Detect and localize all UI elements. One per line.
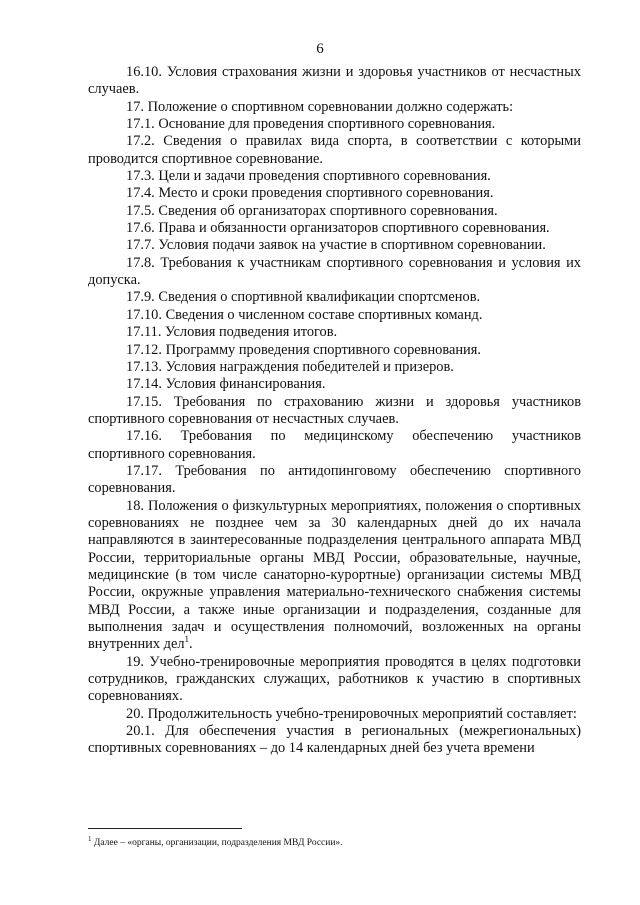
- paragraph: [88, 64, 581, 99]
- footnote-reference: 1: [184, 634, 190, 645]
- paragraph: [88, 203, 581, 220]
- paragraph-text: 17.15. Требования по страхованию жизни и здоровья участников спортивного соревнования от несчастных случаев.: [88, 393, 581, 427]
- paragraph-text: 17.10. Сведения о численном составе спортивных команд.: [126, 306, 483, 323]
- paragraph-text: 17.13. Условия награждения победителей и призеров.: [126, 358, 454, 375]
- paragraph-text: 17.12. Программу проведения спортивного соревнования.: [126, 341, 481, 358]
- paragraph-text: 17.16. Требования по медицинскому обеспечению участников спортивного соревнования.: [88, 428, 581, 462]
- paragraph-text: 18. Положения о физкультурных мероприятиях, положения о спортивных соревнованиях не позднее чем за 30 календарных дней до их начала направляются в заинтересованные подразделения центрального аппарата МВД России, территориальные органы МВД России, образовательные, научные, медицинские (в том числе санаторно-курортные) организации системы МВД России, окружные управления материально-технического снабжения системы МВД России, а также иные организации и подразделения, созданные для выполнения задач и осуществления полномочий, возложенных на органы внутренних дел: [88, 497, 581, 653]
- paragraph: [88, 99, 581, 116]
- paragraph: [88, 168, 581, 185]
- paragraph-text: 17.17. Требования по антидопинговому обеспечению спортивного соревнования.: [88, 462, 581, 497]
- paragraph-text: 17.5. Сведения об организаторах спортивного соревнования.: [126, 202, 498, 219]
- paragraph: [88, 307, 581, 324]
- footnote-separator: [88, 828, 242, 829]
- paragraph-text: 17.6. Права и обязанности организаторов спортивного соревнования.: [126, 220, 550, 237]
- paragraph: [88, 376, 581, 393]
- paragraph: [88, 116, 581, 133]
- paragraph-text: 17.3. Цели и задачи проведения спортивного соревнования.: [126, 168, 491, 185]
- page-number: 6: [316, 41, 324, 57]
- paragraph: [88, 289, 581, 306]
- paragraph-text: 17.11. Условия подведения итогов.: [126, 324, 338, 341]
- paragraph: [88, 255, 581, 290]
- paragraph-text: 17.9. Сведения о спортивной квалификации спортсменов.: [126, 289, 481, 306]
- paragraph: [88, 133, 581, 168]
- paragraph-text: 17.4. Место и сроки проведения спортивного соревнования.: [126, 185, 494, 202]
- paragraph: [88, 185, 581, 202]
- paragraph: [88, 654, 581, 706]
- paragraph: [88, 220, 581, 237]
- paragraph-text: 17.1. Основание для проведения спортивного соревнования.: [126, 116, 496, 133]
- paragraph: [88, 723, 581, 758]
- paragraph: [88, 342, 581, 359]
- footnote: [88, 834, 581, 849]
- paragraph-text: 17.8. Требования к участникам спортивного соревнования и условия их допуска.: [88, 254, 581, 289]
- paragraph-text: 20.1. Для обеспечения участия в региональных (межрегиональных) спортивных соревнованиях – до 14 календарных дней без учета времени: [88, 723, 581, 757]
- paragraph-text: 16.10. Условия страхования жизни и здоровья участников от несчастных случаев.: [88, 64, 581, 98]
- paragraph: [88, 498, 581, 654]
- paragraph-text: 17.2. Сведения о правилах вида спорта, в соответствии с которыми проводится спортивное соревнование.: [88, 133, 581, 167]
- paragraph: [88, 428, 581, 463]
- paragraph: [88, 706, 581, 723]
- paragraph-text: 17. Положение о спортивном соревновании должно содержать:: [126, 98, 514, 115]
- paragraph: [88, 237, 581, 254]
- paragraph: [88, 359, 581, 376]
- paragraph: [88, 324, 581, 341]
- paragraph-text: 17.7. Условия подачи заявок на участие в спортивном соревновании.: [126, 237, 546, 254]
- paragraph: [88, 394, 581, 429]
- footnote-mark: 1: [88, 834, 92, 843]
- paragraph-text: 17.14. Условия финансирования.: [126, 376, 326, 393]
- document-body: [88, 64, 581, 758]
- paragraph-text: 20. Продолжительность учебно-тренировочных мероприятий составляет:: [126, 705, 577, 722]
- paragraph-end-punctuation: .: [189, 636, 193, 653]
- paragraph-text: 19. Учебно-тренировочные мероприятия проводятся в целях подготовки сотрудников, гражданских служащих, работников к участию в спортивных соревнованиях.: [88, 653, 581, 705]
- paragraph: [88, 463, 581, 498]
- footnote-text: Далее – «органы, организации, подразделения МВД России».: [91, 838, 343, 848]
